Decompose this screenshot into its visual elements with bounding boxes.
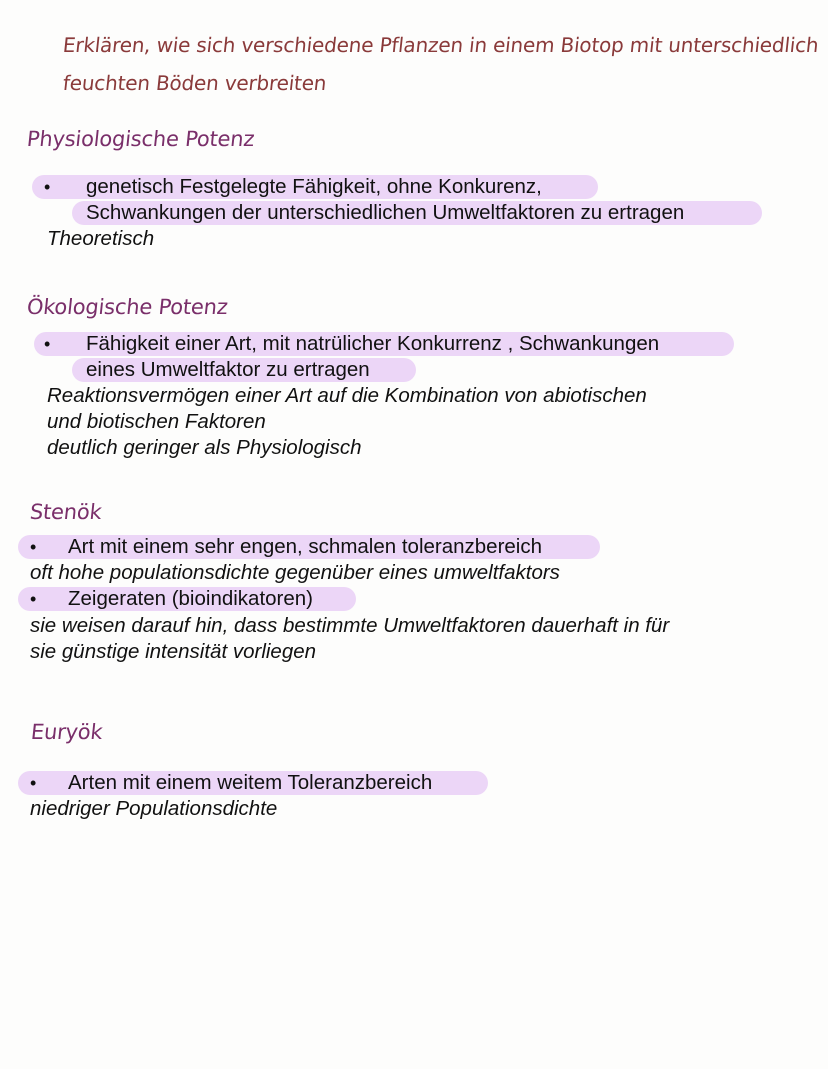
stenoek-point-2: Zeigeraten (bioindikatoren) xyxy=(68,587,313,610)
heading-stenoek: Stenök xyxy=(28,500,103,524)
stenoek-note-2-line-1: sie weisen darauf hin, dass bestimmte Umweltfaktoren dauerhaft in für xyxy=(30,614,670,637)
bullet: • xyxy=(30,589,37,609)
euryoek-point-1: Arten mit einem weitem Toleranzbereich xyxy=(68,771,433,794)
physiological-note: Theoretisch xyxy=(47,227,155,250)
title-line-2: feuchten Böden verbreiten xyxy=(61,71,328,95)
heading-ecological: Ökologische Potenz xyxy=(25,295,229,319)
bullet: • xyxy=(30,537,37,557)
stenoek-point-1: Art mit einem sehr engen, schmalen toleranzbereich xyxy=(68,535,543,558)
physiological-point-line-2: Schwankungen der unterschiedlichen Umweltfaktoren zu ertragen xyxy=(86,201,685,224)
ecological-note-line-2: und biotischen Faktoren xyxy=(47,410,266,433)
heading-euryoek: Euryök xyxy=(29,720,104,744)
stenoek-note-1: oft hohe populationsdichte gegenüber eines umweltfaktors xyxy=(30,561,560,584)
ecological-note-line-3: deutlich geringer als Physiologisch xyxy=(47,436,362,459)
ecological-point-line-2: eines Umweltfaktor zu ertragen xyxy=(86,358,370,381)
ecological-note-line-1: Reaktionsvermögen einer Art auf die Kombination von abiotischen xyxy=(47,384,647,407)
bullet: • xyxy=(44,177,51,197)
bullet: • xyxy=(44,334,51,354)
heading-physiological: Physiologische Potenz xyxy=(25,127,256,151)
title-line-1: Erklären, wie sich verschiedene Pflanzen in einem Biotop mit unterschiedlich xyxy=(61,33,820,57)
euryoek-note-1: niedriger Populationsdichte xyxy=(30,797,278,820)
physiological-point-line-1: genetisch Festgelegte Fähigkeit, ohne Konkurenz, xyxy=(86,175,542,198)
bullet: • xyxy=(30,773,37,793)
ecological-point-line-1: Fähigkeit einer Art, mit natrülicher Konkurrenz , Schwankungen xyxy=(86,332,660,355)
stenoek-note-2-line-2: sie günstige intensität vorliegen xyxy=(30,640,317,663)
